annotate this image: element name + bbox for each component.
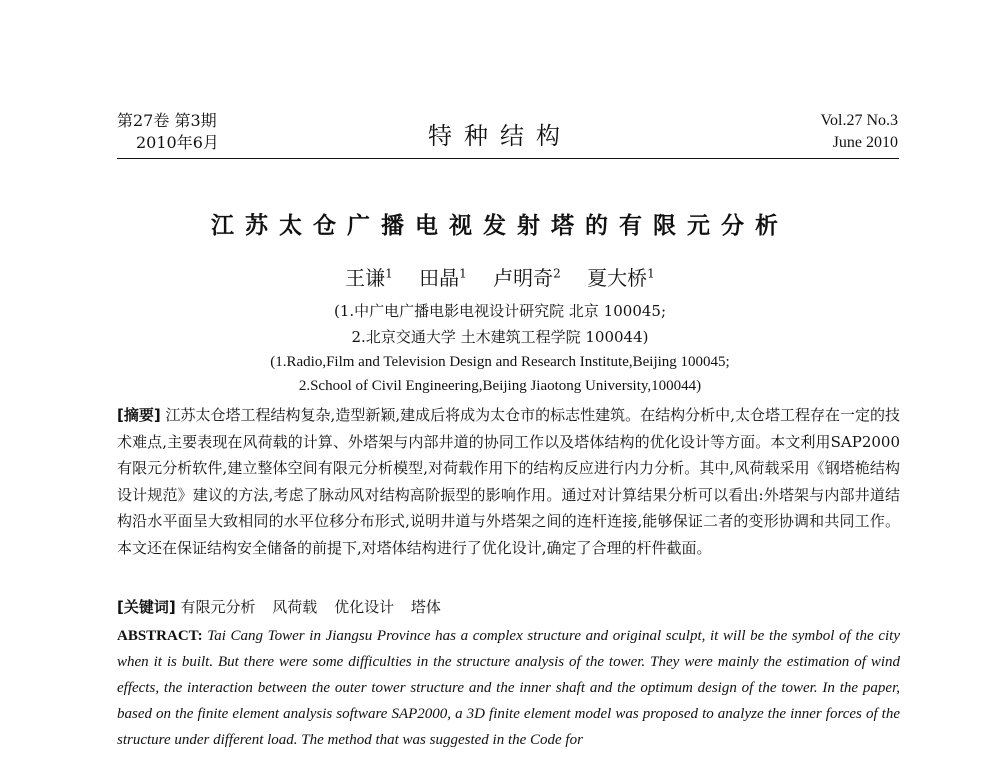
paper-title: 江苏太仓广播电视发射塔的有限元分析 [211, 213, 789, 239]
author: 夏大桥$^1$ [587, 266, 655, 290]
author-list [0, 262, 1000, 291]
header-rule [117, 158, 899, 159]
abstract-en-label: ABSTRACT: [117, 628, 203, 644]
header-date-cn: 2010年6月 [136, 133, 219, 152]
abstract-en [117, 623, 900, 753]
keywords [117, 594, 900, 620]
affiliation-cn-2: 2.北京交通大学 土木建筑工程学院 100044) [351, 328, 649, 346]
abstract-cn-text: 江苏太仓塔工程结构复杂,造型新颖,建成后将成为太仓市的标志性建筑。在结构分析中,太仓塔工程存在一定的技术难点,主要表现在风荷载的计算、外塔架与内部井道的协同工作以及塔体结构的优化设计等方面。本文利用SAP2000有限元分析软件,建立整体空间有限元分析模型,对荷载作用下的结构反应进行内力分析。其中,风荷载采用《钢塔桅结构设计规范》建议的方法,考虑了脉动风对结构高阶振型的影响作用。通过对计算结果分析可以看出:外塔架与内部井道结构沿水平面呈大致相同的水平位移分布形式,说明井道与外塔架之间的连杆连接,能够保证二者的变形协调和共同工作。本文还在保证结构安全储备的前提下,对塔体结构进行了优化设计,确定了合理的杆件截面。 [117, 406, 900, 557]
header-volume-en-block [821, 110, 899, 154]
affiliation-en-2: 2.School of Civil Engineering,Beijing Jiaotong University,100044) [298, 378, 702, 394]
keyword: 塔体 [410, 598, 441, 616]
keyword: 有限元分析 [180, 598, 256, 616]
journal-name: 特种结构 [428, 122, 572, 150]
abstract-cn-label: [摘要] [117, 406, 161, 424]
header-date-en: June 2010 [832, 134, 898, 151]
keyword: 优化设计 [334, 598, 395, 616]
keywords-label: [关键词] [117, 598, 176, 616]
header-volume-en: Vol.27 No.3 [820, 112, 898, 129]
abstract-cn [117, 402, 900, 562]
affiliation-en-1: (1.Radio,Film and Television Design and Research Institute,Beijing 100045; [270, 354, 730, 370]
author: 卢明奇$^2$ [493, 266, 561, 290]
author: 王谦$^1$ [345, 266, 393, 290]
keyword: 风荷载 [272, 598, 318, 616]
abstract-en-text: Tai Cang Tower in Jiangsu Province has a complex structure and original sculpt, it will be the symbol of the city when it is built. But there were some difficulties in the structure analysis of the tower. They were mainly the estimation of wind effects, the interaction between the outer tower structure and the inner shaft and the optimum design of the tower. In the paper, based on the finite element analysis software SAP2000, a 3D finite element model was proposed to analyze the inner forces of the structure under different load. The method that was suggested in the Code for [117, 628, 900, 748]
author: 田晶$^1$ [419, 266, 467, 290]
header-volume-cn: 第27卷 第3期 [117, 111, 217, 130]
affiliation-cn-1: (1.中广电广播电影电视设计研究院 北京 100045; [333, 302, 667, 320]
